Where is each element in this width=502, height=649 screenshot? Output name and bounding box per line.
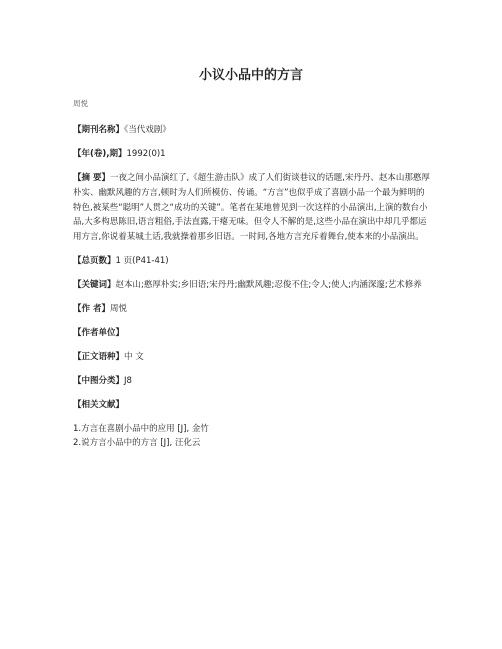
reference-item: 1.方言在喜剧小品中的应用 [J], 金竹: [73, 423, 209, 434]
field-year-volume-issue: [73, 147, 431, 162]
document-title: 小议小品中的方言: [198, 68, 303, 83]
metadata-section: [73, 123, 431, 450]
reference-item: 2.说方言小品中的方言 [J], 汪化云: [73, 437, 201, 448]
field-abstract: [73, 171, 431, 245]
field-label: 【总页数】: [73, 255, 116, 266]
field-language: [73, 350, 431, 365]
author-line: 周悦: [73, 99, 88, 108]
field-value: 1 页(P41-41): [115, 255, 169, 266]
field-label: 【作 者】: [73, 303, 110, 314]
field-value: 中 文: [124, 351, 144, 362]
field-author-affiliation: [73, 326, 431, 341]
field-label: 【相关文献】: [73, 399, 125, 410]
reference-list: [73, 422, 431, 450]
field-value: 1992(0)1: [126, 149, 166, 159]
field-label: 【期刊名称】: [73, 125, 125, 135]
field-label: 【年(卷),期】: [73, 149, 127, 159]
field-classification: [73, 374, 431, 389]
field-value: 一夜之间小品演红了,《超生游击队》成了人们街谈巷议的话题,宋丹丹、赵本山那憨厚朴实、幽默风趣的方言,顿时为人们所模仿、传诵。“方言”也似乎成了喜剧小品一个最为鲜明的特色,被某些“聪明”人贯之“成功的关键”。笔者在某地曾见到一次这样的小品演出,上演的数台小品,大多构思陈旧,语言粗俗,手法直露,干瘪无味。但令人不解的是,这些小品在演出中却几乎都运用方言,你说着某城土话,我就操着那乡旧语。一时间,各地方言充斥着舞台,使本来的小品演出。: [73, 173, 430, 243]
field-value: J8: [124, 375, 132, 386]
field-keywords: [73, 278, 431, 293]
field-label: 【关键词】: [73, 279, 116, 290]
field-value: 《当代戏剧》: [124, 125, 171, 135]
field-related-literature: [73, 398, 431, 413]
field-author: [73, 302, 431, 317]
field-label: 【正文语种】: [73, 351, 125, 362]
field-value: 周悦: [109, 303, 127, 314]
field-total-pages: [73, 254, 431, 269]
field-label: 【作者单位】: [73, 327, 125, 338]
field-label: 【摘 要】: [73, 173, 110, 183]
field-journal-name: [73, 123, 431, 138]
field-label: 【中图分类】: [73, 375, 125, 386]
field-value: 赵本山;憨厚朴实;乡旧语;宋丹丹;幽默风趣;忍俊不住;令人;使人;内涵深邃;艺术修养: [115, 279, 422, 290]
